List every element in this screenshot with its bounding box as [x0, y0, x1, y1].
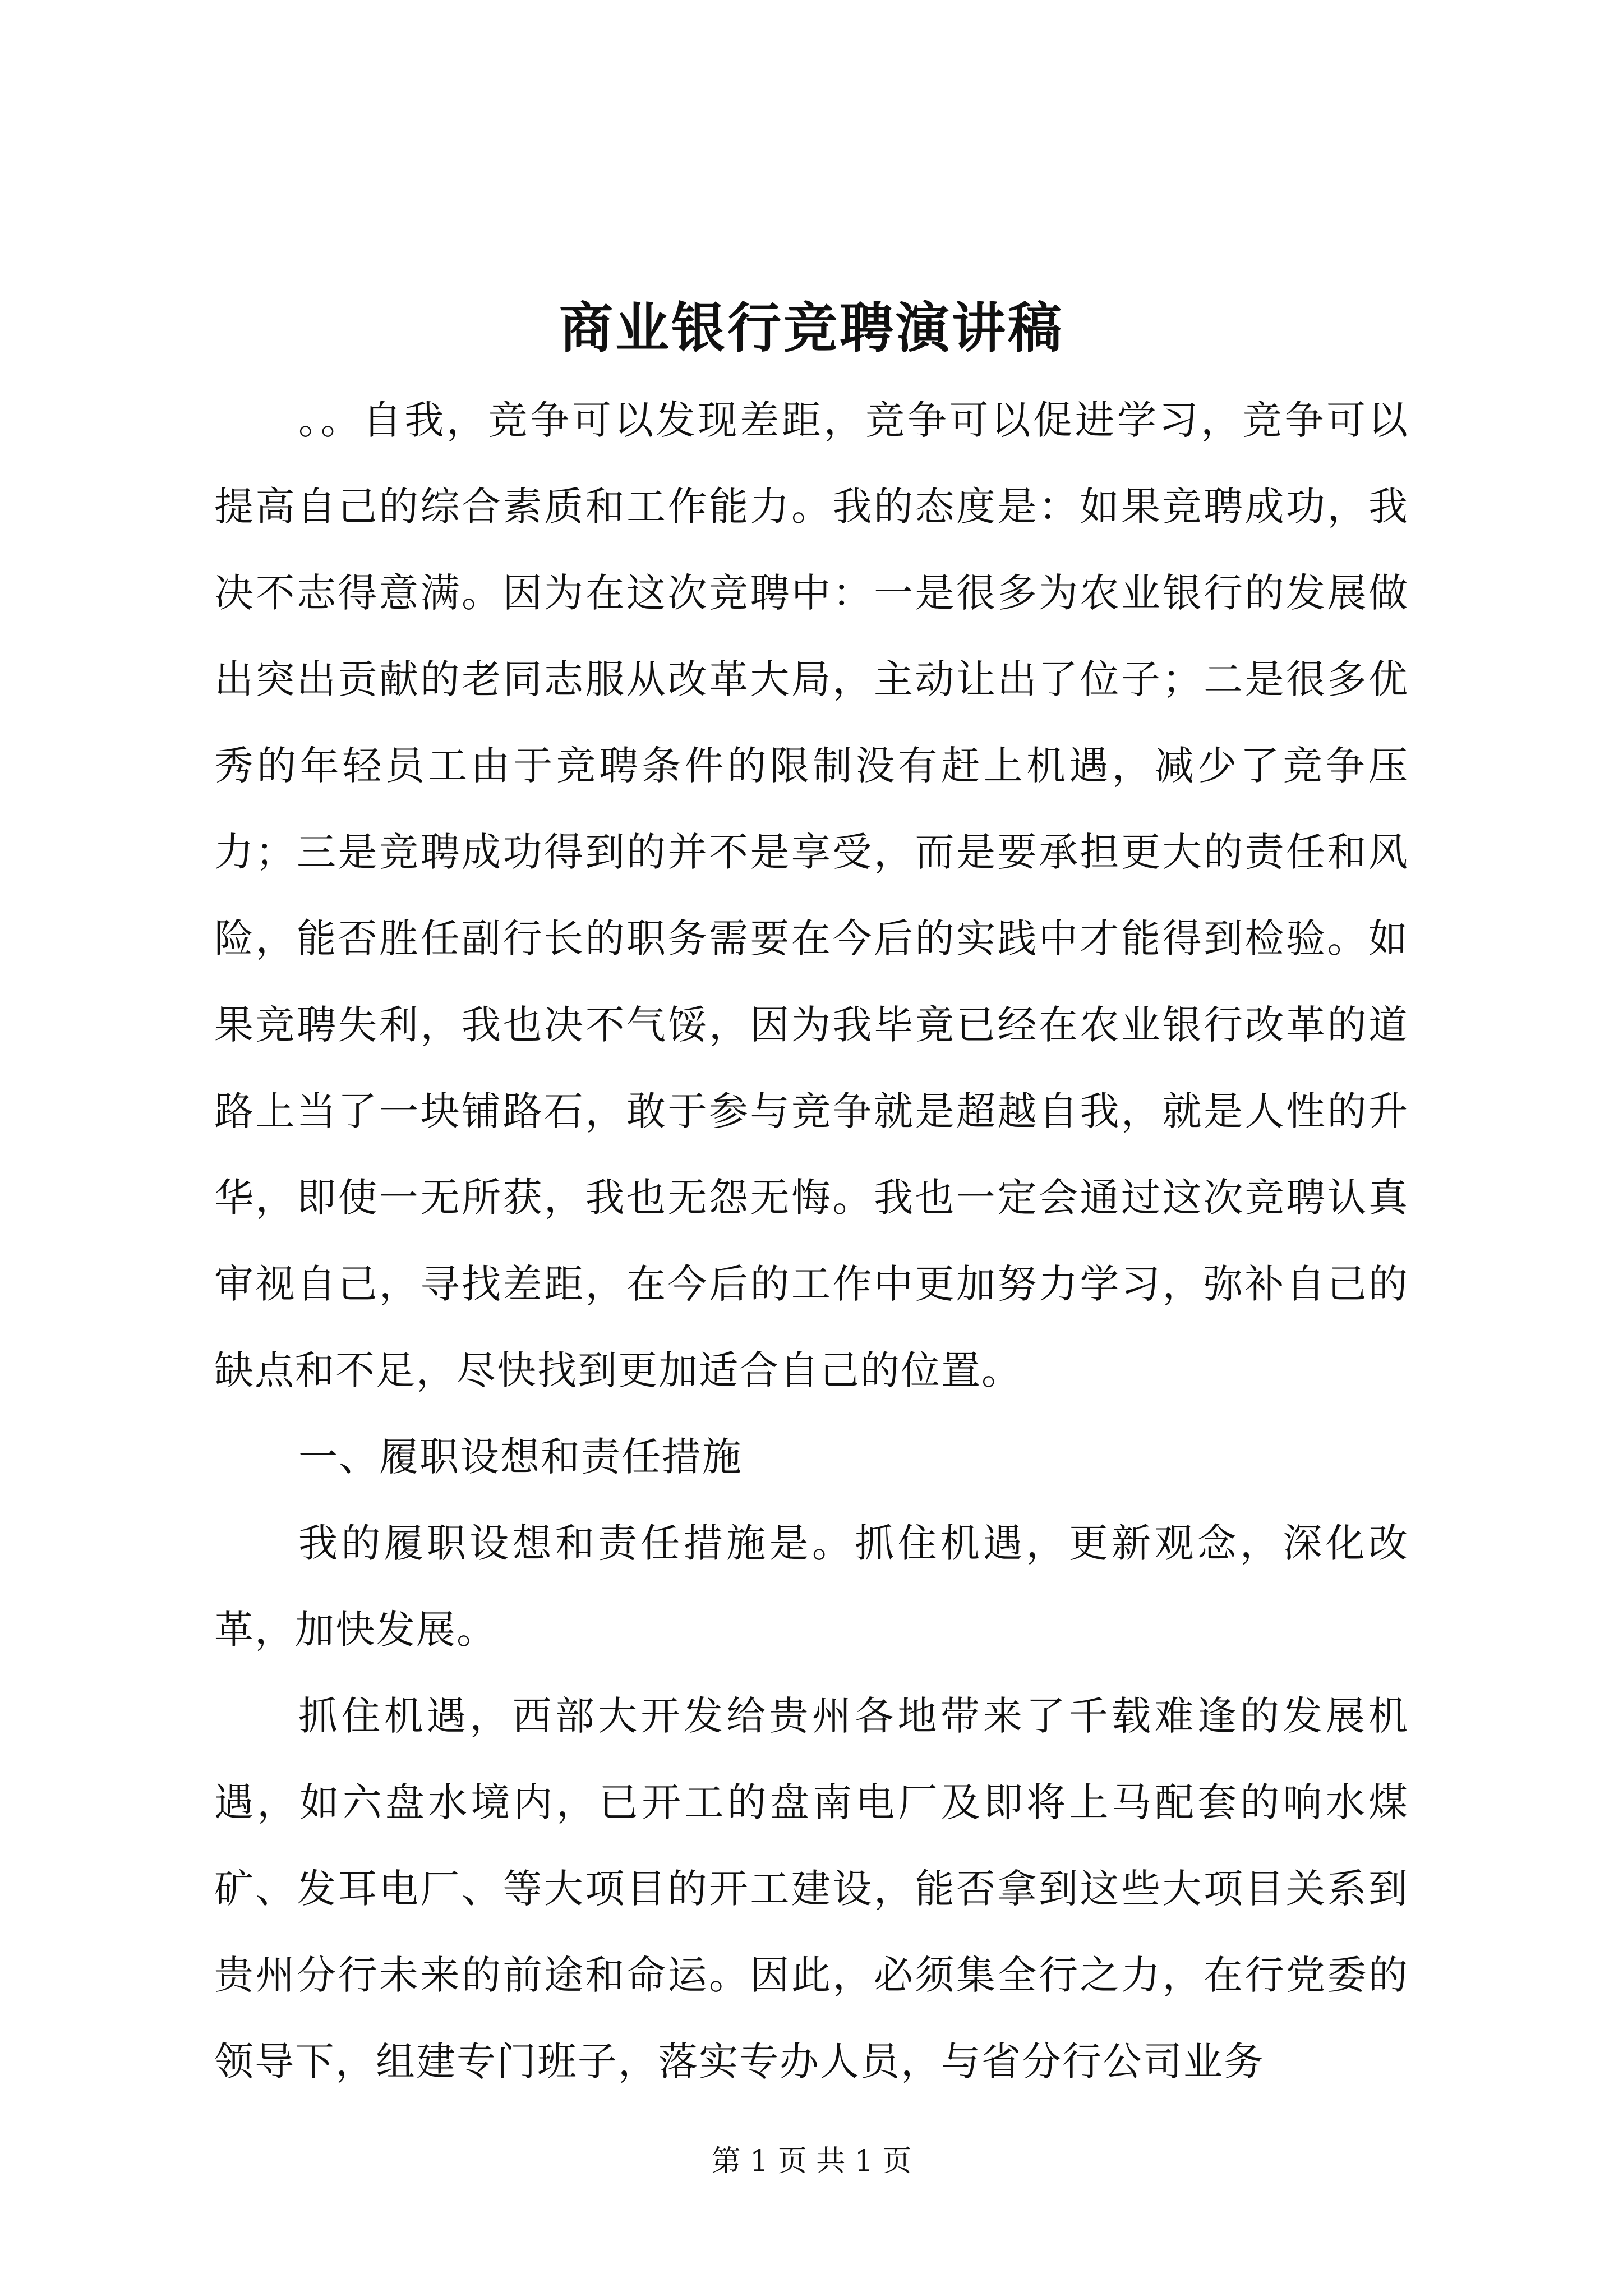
page-footer — [0, 2142, 1623, 2181]
section-heading: 一、履职设想和责任措施 — [298, 1434, 743, 1480]
paragraph-opportunity: 抓住机遇，西部大开发给贵州各地带来了千载难逢的发展机遇，如六盘水境内，已开工的盘南电厂及即将上马配套的响水煤矿、发耳电厂、等大项目的开工建设，能否拿到这些大项目关系到贵州分行未来的前途和命运。因此，必须集全行之力，在行党委的领导下，组建专门班子，落实专办人员，与省分行公司业务 — [214, 1693, 1409, 2085]
document-body — [214, 377, 1409, 2105]
paragraph-measures: 我的履职设想和责任措施是。抓住机遇，更新观念，深化改革，加快发展。 — [214, 1520, 1409, 1653]
page-number-label: 第 1 页 共 1 页 — [711, 2145, 912, 2178]
document-title: 商业银行竞聘演讲稿 — [559, 296, 1064, 360]
paragraph-intro: 。。自我，竞争可以发现差距，竞争可以促进学习，竞争可以提高自己的综合素质和工作能力。我的态度是：如果竞聘成功，我决不志得意满。因为在这次竞聘中：一是很多为农业银行的发展做出突出贡献的老同志服从改革大局，主动让出了位子；二是很多优秀的年轻员工由于竞聘条件的限制没有赶上机遇，减少了竞争压力；三是竞聘成功得到的并不是享受，而是要承担更大的责任和风险，能否胜任副行长的职务需要在今后的实践中才能得到检验。如果竞聘失利，我也决不气馁，因为我毕竟已经在农业银行改革的道路上当了一块铺路石，敢于参与竞争就是超越自我，就是人性的升华，即使一无所获，我也无怨无悔。我也一定会通过这次竞聘认真审视自己，寻找差距，在今后的工作中更加努力学习，弥补自己的缺点和不足，尽快找到更加适合自己的位置。 — [214, 397, 1409, 1393]
